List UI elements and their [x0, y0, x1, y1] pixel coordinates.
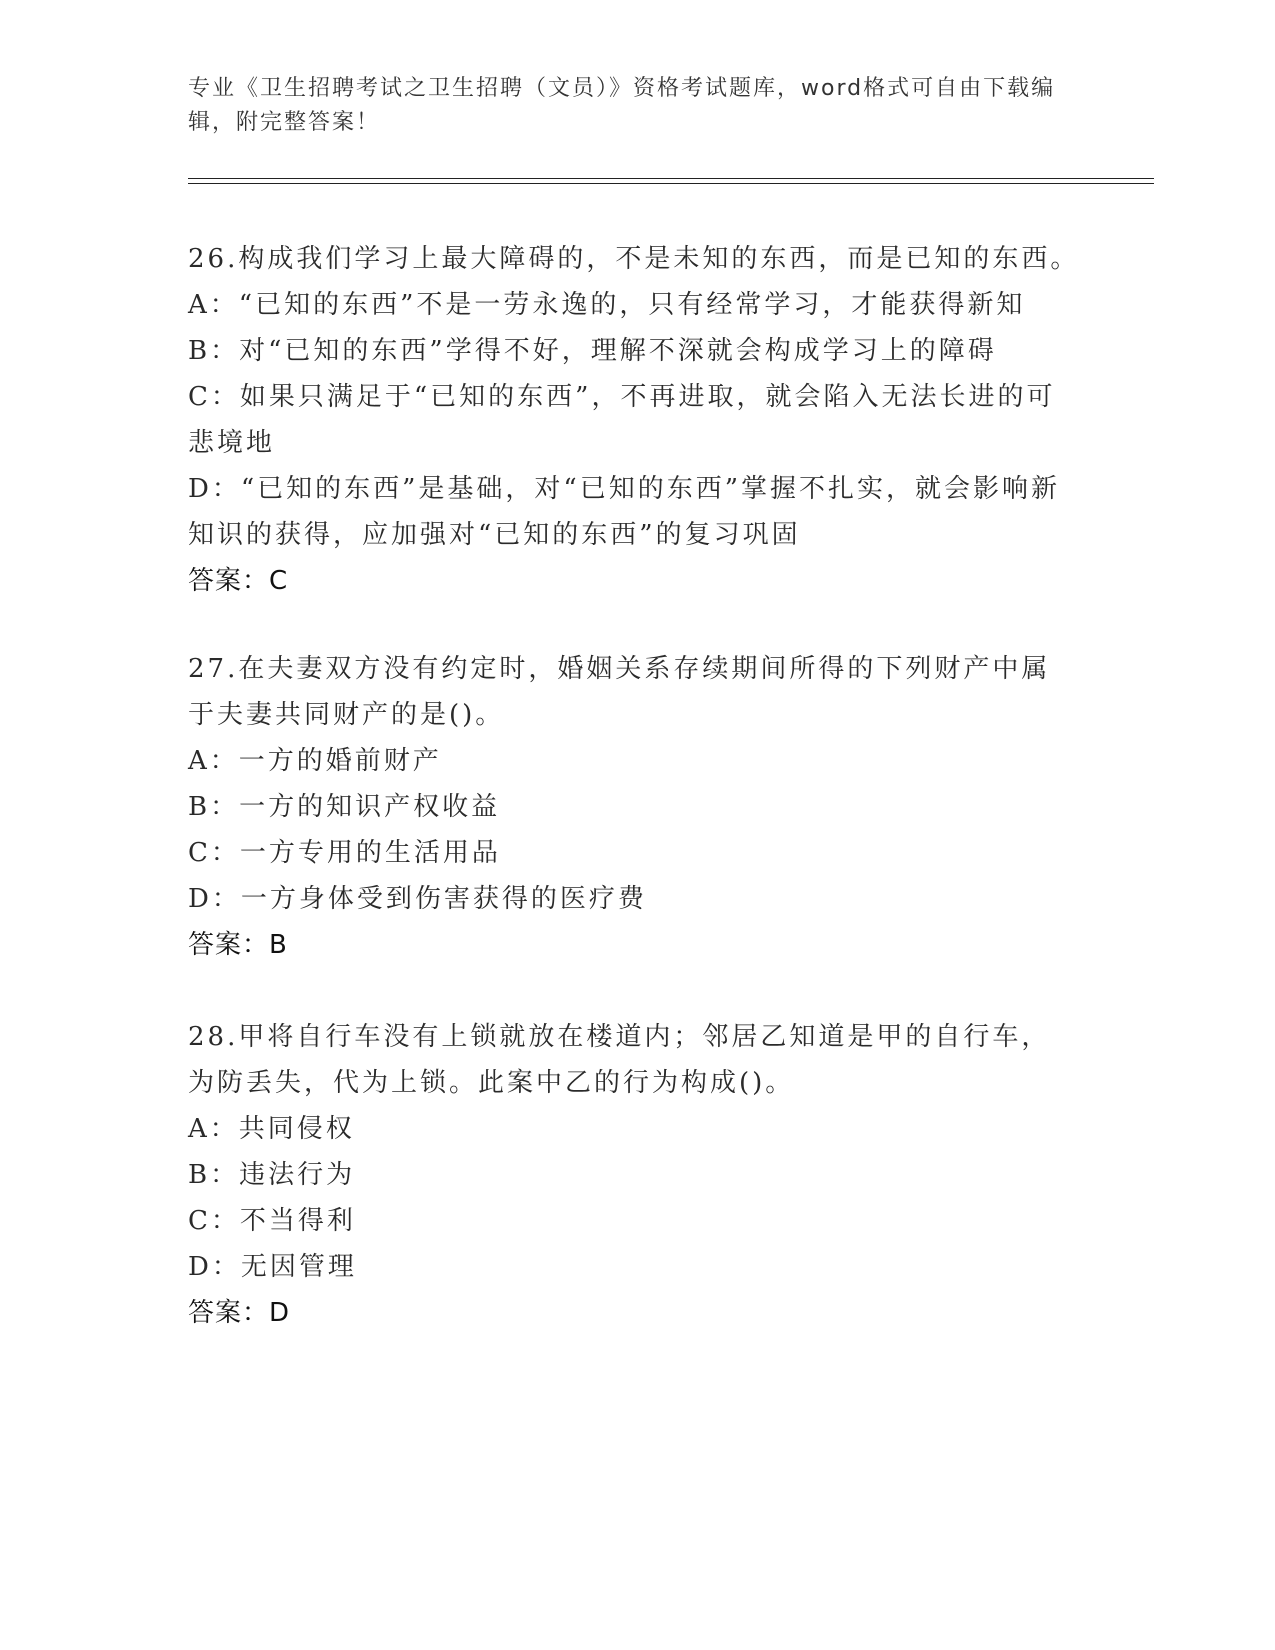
question-stem: 28.甲将自行车没有上锁就放在楼道内；邻居乙知道是甲的自行车，为防丢失，代为上锁。此案中乙的行为构成()。 [188, 1022, 1051, 1098]
option-c: C：不当得利 [188, 1206, 356, 1236]
option-b: B：对“已知的东西”学得不好，理解不深就会构成学习上的障碍 [188, 336, 997, 366]
option-a: A：“已知的东西”不是一劳永逸的，只有经常学习，才能获得新知 [188, 290, 1026, 320]
question-26 [188, 236, 1088, 604]
option-b: B：违法行为 [188, 1160, 356, 1190]
question-stem: 27.在夫妻双方没有约定时，婚姻关系存续期间所得的下列财产中属于夫妻共同财产的是()。 [188, 654, 1051, 730]
header-divider-top [188, 178, 1154, 179]
question-28 [188, 1014, 1088, 1336]
option-c: C：一方专用的生活用品 [188, 838, 501, 868]
answer: 答案：B [188, 930, 288, 960]
header-divider-bottom [188, 183, 1154, 184]
option-d: D：“已知的东西”是基础，对“已知的东西”掌握不扎实，就会影响新知识的获得，应加强对“已知的东西”的复习巩固 [188, 474, 1061, 550]
document-header [188, 72, 1088, 140]
answer: 答案：D [188, 1298, 291, 1328]
answer: 答案：C [188, 566, 289, 596]
header-text: 专业《卫生招聘考试之卫生招聘（文员）》资格考试题库，word格式可自由下载编辑，附完整答案！ [188, 76, 1056, 135]
option-d: D：一方身体受到伤害获得的医疗费 [188, 884, 647, 914]
option-c: C：如果只满足于“已知的东西”，不再进取，就会陷入无法长进的可悲境地 [188, 382, 1056, 458]
option-d: D：无因管理 [188, 1252, 357, 1282]
question-stem: 26.构成我们学习上最大障碍的，不是未知的东西，而是已知的东西。 [188, 244, 1080, 274]
question-27 [188, 646, 1088, 968]
option-a: A：共同侵权 [188, 1114, 355, 1144]
option-b: B：一方的知识产权收益 [188, 792, 501, 822]
option-a: A：一方的婚前财产 [188, 746, 442, 776]
